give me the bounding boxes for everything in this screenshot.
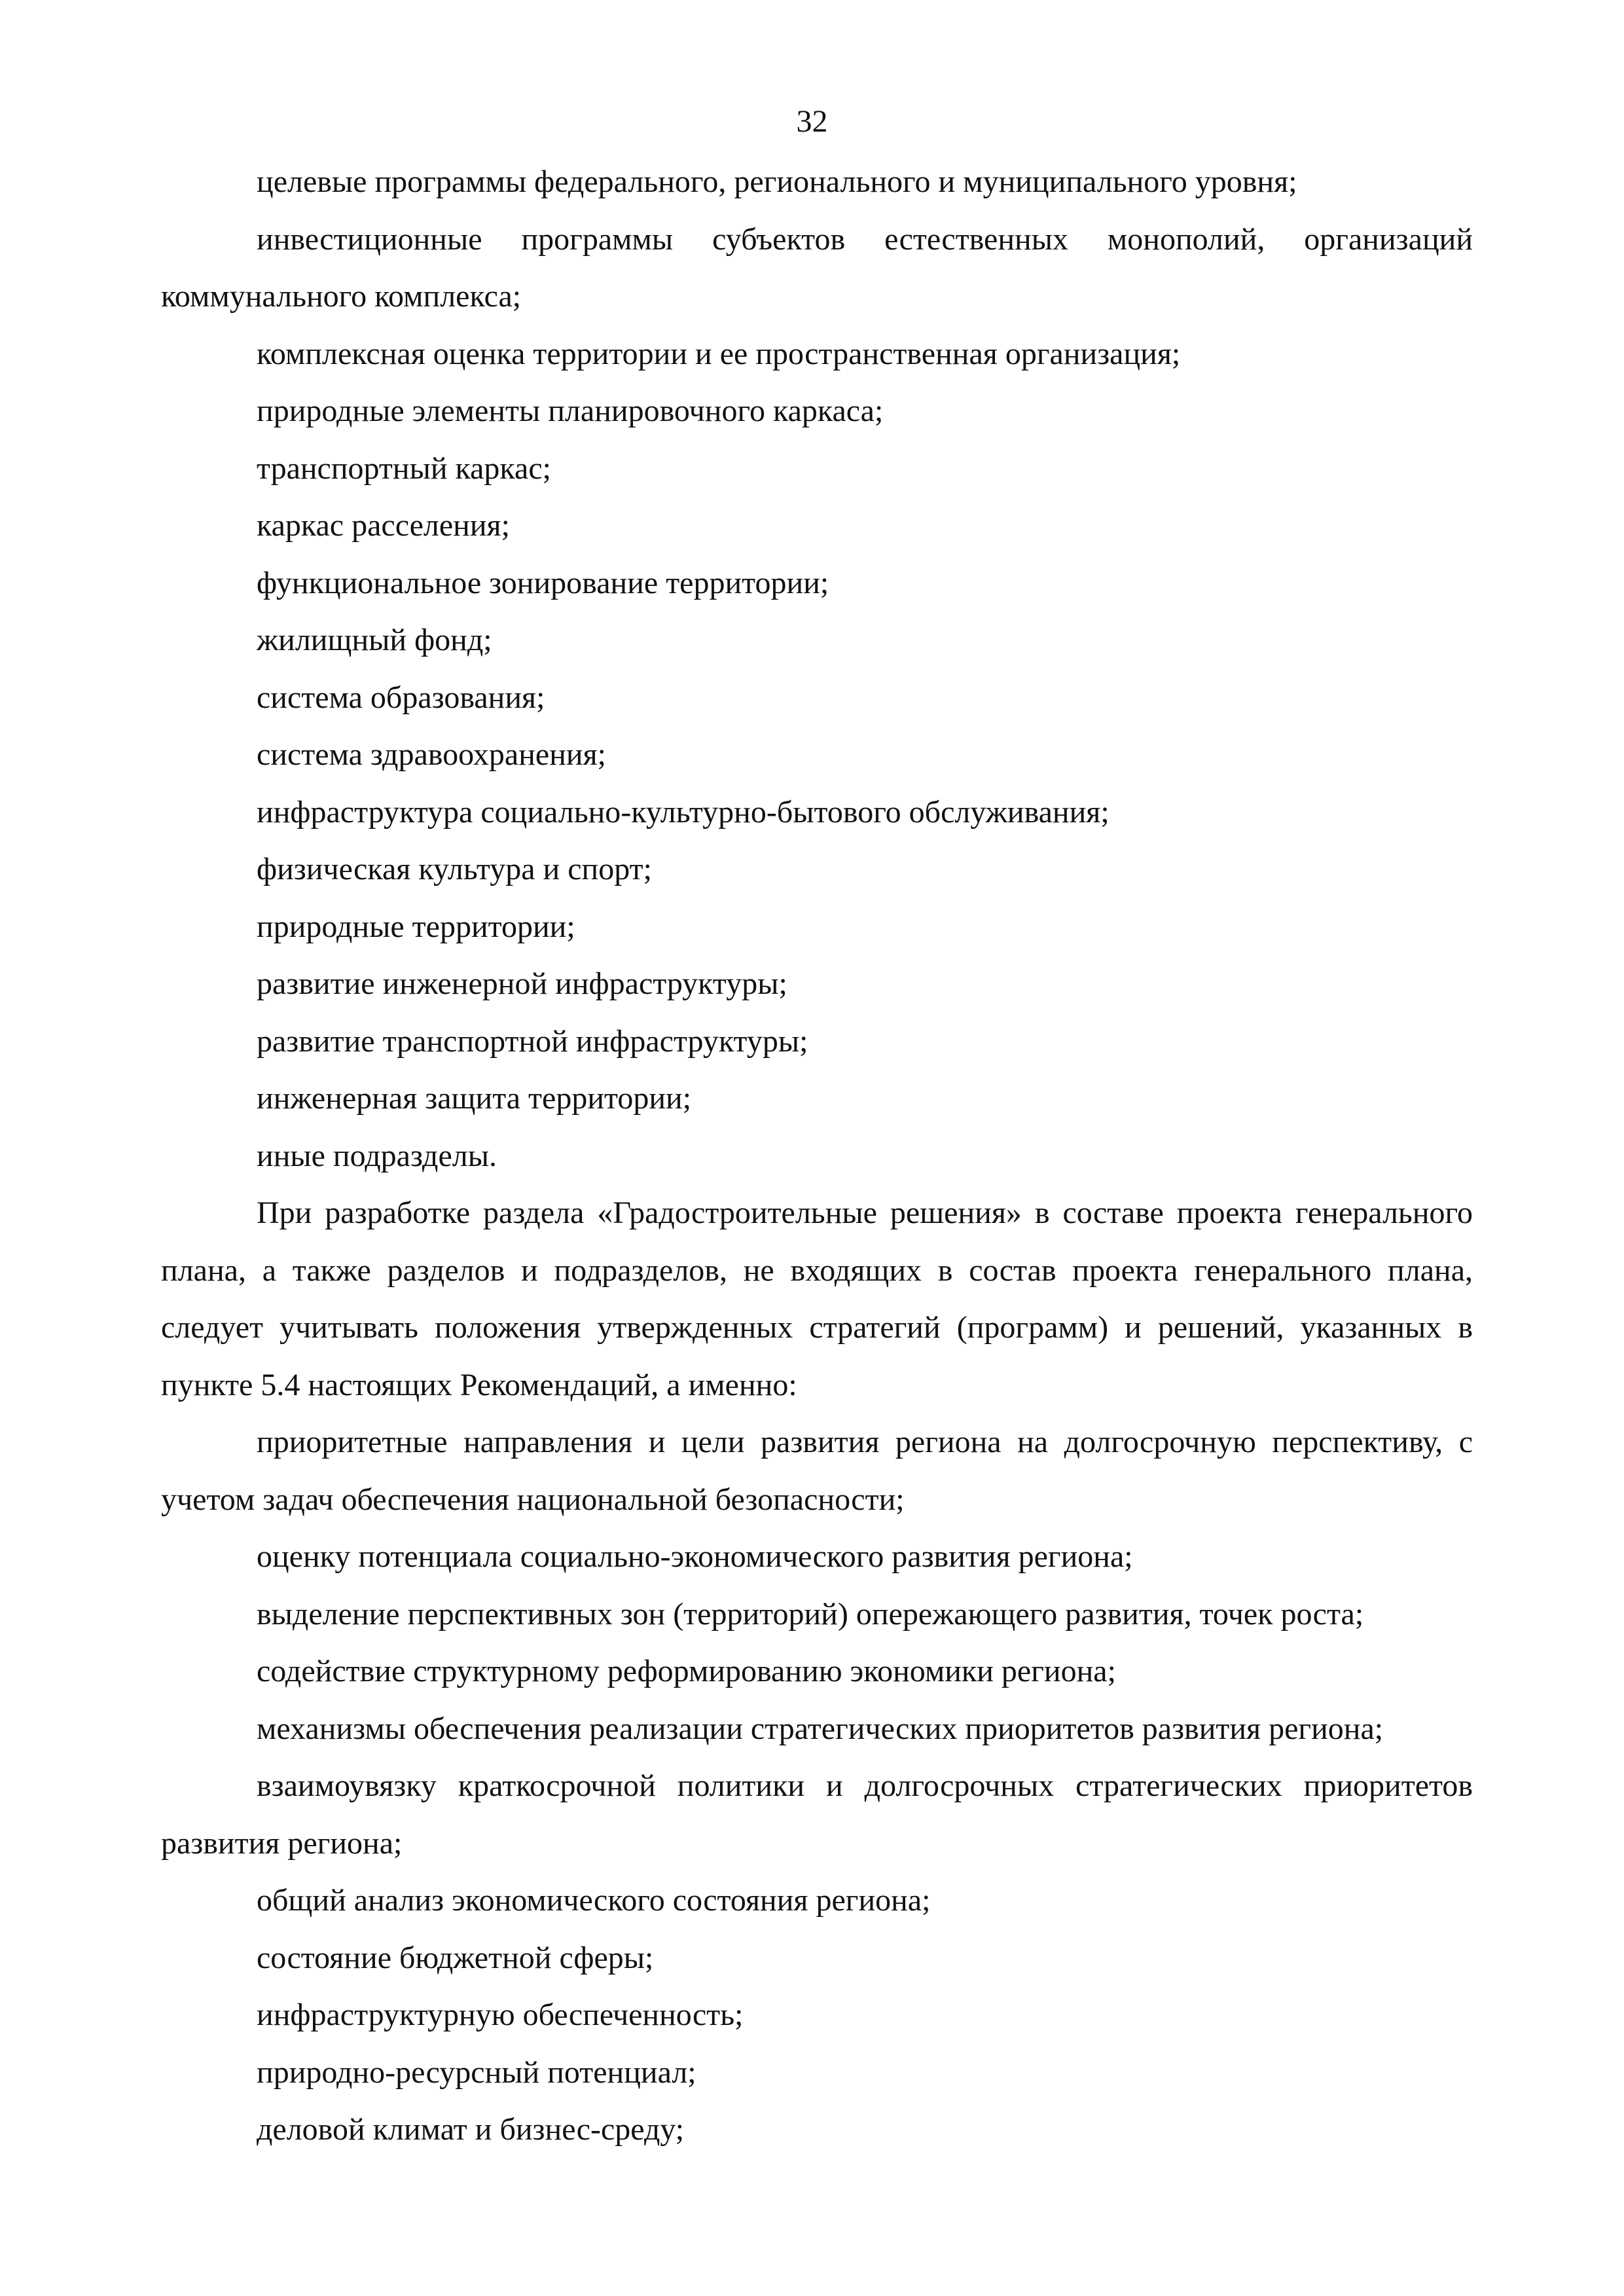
document-body	[161, 153, 1473, 2159]
paragraph: развитие транспортной инфраструктуры;	[257, 1023, 808, 1059]
paragraph: транспортный каркас;	[257, 450, 551, 486]
paragraph: механизмы обеспечения реализации стратегических приоритетов развития региона;	[257, 1711, 1384, 1746]
paragraph: содействие структурному реформированию экономики региона;	[257, 1654, 1116, 1688]
paragraph: каркас расселения;	[257, 508, 510, 543]
paragraph: функциональное зонирование территории;	[257, 565, 829, 600]
paragraph: развитие инженерной инфраструктуры;	[257, 966, 787, 1001]
paragraph: природно-ресурсный потенциал;	[257, 2054, 696, 2090]
paragraph: система образования;	[257, 680, 545, 715]
paragraph: жилищный фонд;	[257, 623, 492, 657]
paragraph: система здравоохранения;	[257, 737, 606, 772]
paragraph: состояние бюджетной сферы;	[257, 1940, 654, 1975]
paragraph: физическая культура и спорт;	[257, 852, 652, 886]
paragraph: общий анализ экономического состояния региона;	[257, 1883, 931, 1918]
paragraph: взаимоувязку краткосрочной политики и долгосрочных стратегических приоритетов развития региона;	[161, 1768, 1473, 1861]
paragraph: иные подразделы.	[257, 1138, 497, 1173]
paragraph: инженерная защита территории;	[257, 1081, 692, 1116]
paragraph: деловой климат и бизнес-среду;	[257, 2112, 685, 2147]
paragraph: целевые программы федерального, регионального и муниципального уровня;	[257, 164, 1297, 199]
paragraph: природные элементы планировочного каркаса;	[257, 393, 884, 428]
paragraph: выделение перспективных зон (территорий) опережающего развития, точек роста;	[257, 1596, 1364, 1631]
page-number: 32	[796, 104, 828, 139]
paragraph: приоритетные направления и цели развития региона на долгосрочную перспективу, с учетом задач обеспечения национальной безопасности;	[161, 1425, 1473, 1517]
paragraph: инфраструктурную обеспеченность;	[257, 1997, 744, 2032]
paragraph: инвестиционные программы субъектов естественных монополий, организаций коммунального комплекса;	[161, 221, 1473, 314]
paragraph: При разработке раздела «Градостроительные решения» в составе проекта генерального плана, а также разделов и подразделов, не входящих в состав проекта генерального плана, следует учитывать положения утвержденных стратегий (программ) и решений, указанных в пункте 5.4 настоящих Рекомендаций, а именно:	[161, 1195, 1473, 1402]
paragraph: природные территории;	[257, 909, 575, 944]
paragraph: инфраструктура социально-культурно-бытового обслуживания;	[257, 794, 1110, 829]
paragraph: комплексная оценка территории и ее пространственная организация;	[257, 336, 1181, 371]
paragraph: оценку потенциала социально-экономического развития региона;	[257, 1539, 1133, 1574]
